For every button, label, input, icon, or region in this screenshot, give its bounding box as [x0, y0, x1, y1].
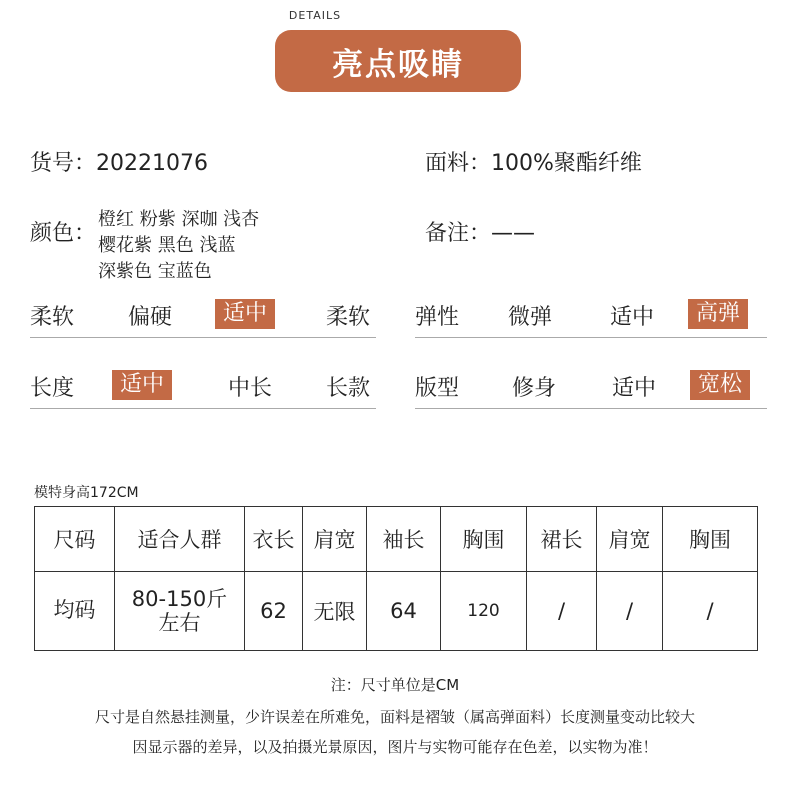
table-cell: 120: [441, 572, 527, 651]
table-cell: 80-150斤左右: [115, 572, 245, 651]
fit-option-3: [690, 370, 750, 400]
softness-label: 柔软: [30, 305, 75, 330]
header-cell: 袖长: [367, 507, 441, 572]
softness-option-1: 偏硬: [128, 305, 173, 330]
table-cell: /: [597, 572, 663, 651]
divider: [415, 337, 767, 338]
color-label: 颜色：: [30, 221, 97, 246]
length-option-1: [112, 370, 172, 400]
softness-selected: 适中: [215, 299, 275, 329]
fit-label: 版型: [415, 376, 460, 401]
fit-option-2: 适中: [612, 376, 657, 401]
elasticity-selected: 高弹: [688, 299, 748, 329]
item-number: 货号：20221076: [30, 151, 208, 176]
model-height: 模特身高172CM: [34, 485, 139, 501]
header-cell: 肩宽: [303, 507, 367, 572]
details-label: DETAILS: [288, 9, 342, 22]
softness-option-2: [215, 299, 275, 329]
color-line-3: 深紫色 宝蓝色: [98, 261, 212, 282]
unit-note: 注：尺寸单位是CM: [330, 676, 460, 694]
softness-option-3: 柔软: [326, 305, 371, 330]
measurement-note: 尺寸是自然悬挂测量，少许误差在所难免，面料是褶皱（属高弹面料）长度测量变动比较大: [94, 708, 695, 726]
fit-selected: 宽松: [690, 370, 750, 400]
elasticity-label: 弹性: [415, 305, 460, 330]
table-cell: 62: [245, 572, 303, 651]
table-cell: 无限: [303, 572, 367, 651]
header-cell: 胸围: [441, 507, 527, 572]
table-cell: 均码: [35, 572, 115, 651]
elasticity-option-1: 微弹: [508, 305, 553, 330]
section-title-text: 亮点吸睛: [332, 46, 464, 83]
color-line-1: 橙红 粉紫 深咖 浅杏: [98, 209, 260, 230]
elasticity-option-2: 适中: [610, 305, 655, 330]
header-cell: 适合人群: [115, 507, 245, 572]
fit-option-1: 修身: [512, 376, 557, 401]
remark: 备注：——: [425, 221, 536, 246]
length-option-3: 长款: [326, 376, 371, 401]
table-cell: 64: [367, 572, 441, 651]
color-list: [98, 207, 259, 285]
size-table: [34, 506, 758, 651]
table-row: [35, 572, 758, 651]
divider: [415, 408, 767, 409]
table-cell: /: [663, 572, 758, 651]
length-selected: 适中: [112, 370, 172, 400]
section-title: [275, 30, 521, 92]
header-cell: 胸围: [663, 507, 758, 572]
size-table-header: [35, 507, 758, 572]
color-difference-note: 因显示器的差异，以及拍摄光景原因，图片与实物可能存在色差，以实物为准！: [132, 738, 658, 756]
color-line-2: 樱花紫 黑色 浅蓝: [98, 235, 236, 256]
header-cell: 尺码: [35, 507, 115, 572]
fabric: 面料：100%聚酯纤维: [425, 151, 642, 176]
header-cell: 衣长: [245, 507, 303, 572]
length-label: 长度: [30, 376, 75, 401]
divider: [30, 408, 376, 409]
divider: [30, 337, 376, 338]
header-cell: 肩宽: [597, 507, 663, 572]
header-cell: 裙长: [527, 507, 597, 572]
table-cell: /: [527, 572, 597, 651]
length-option-2: 中长: [228, 376, 273, 401]
elasticity-option-3: [688, 299, 748, 329]
